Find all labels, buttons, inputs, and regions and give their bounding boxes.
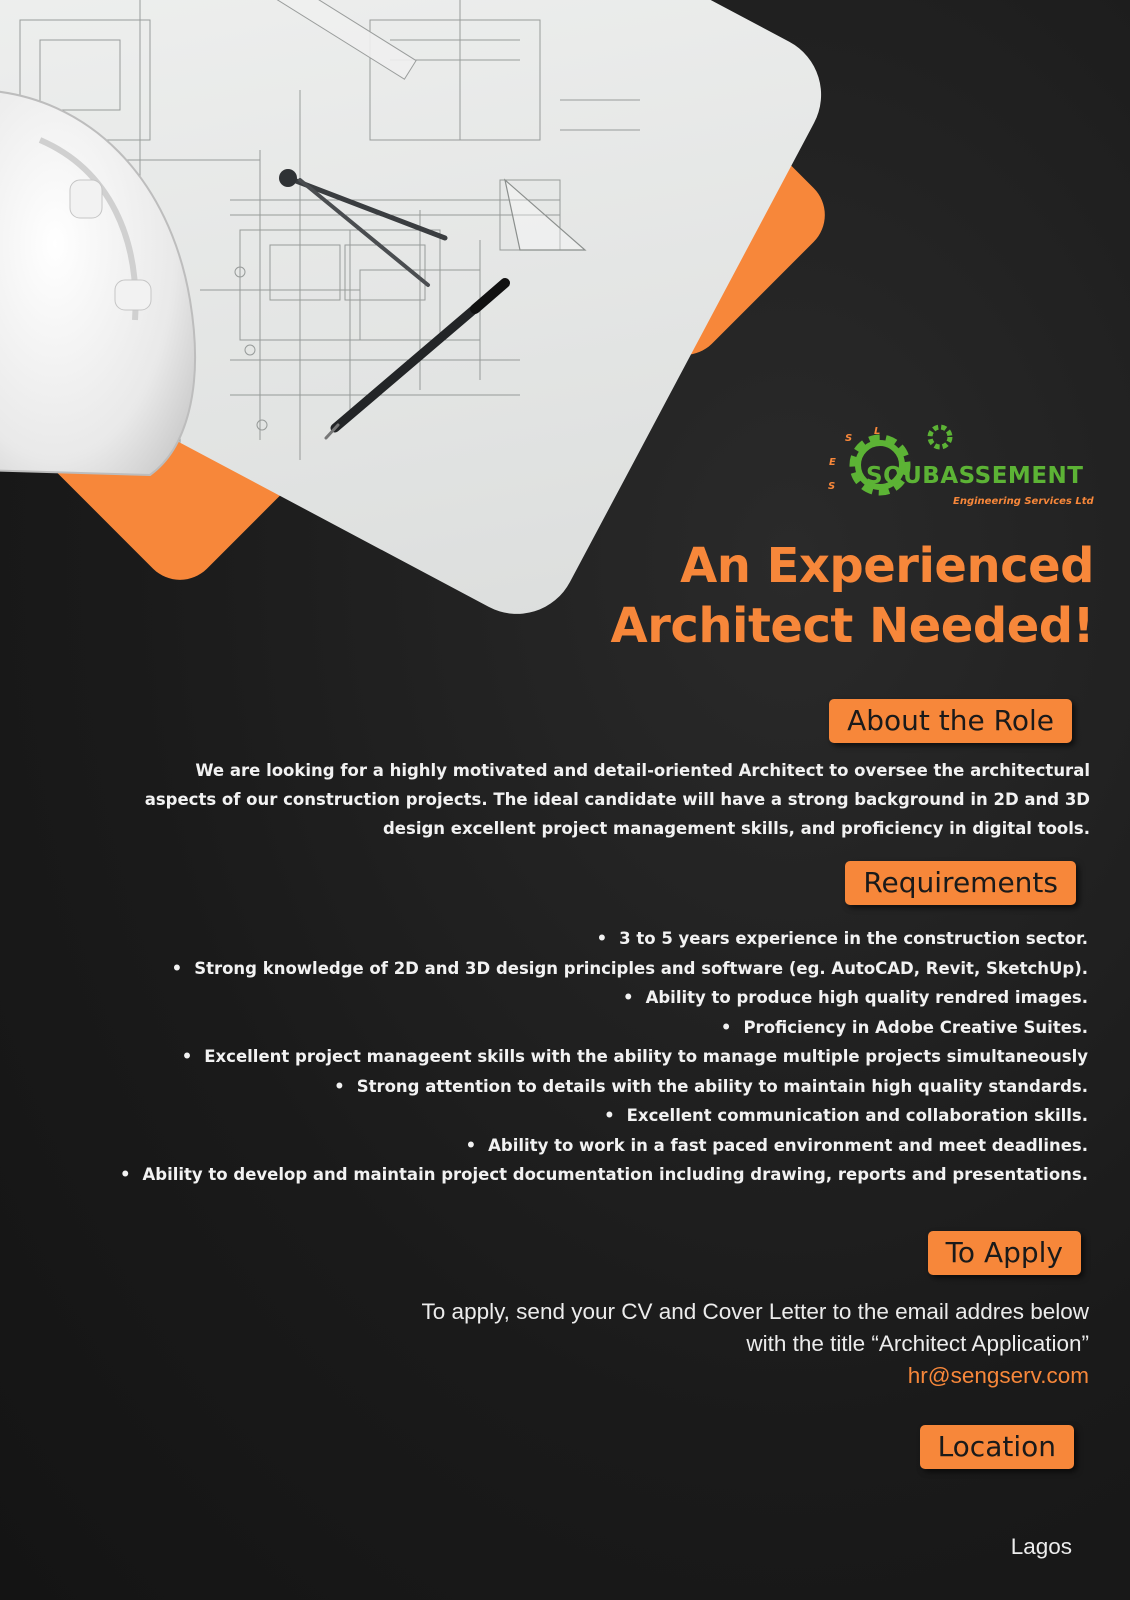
title-line-1: An Experienced [680,538,1094,594]
bullet-icon: • [465,1135,477,1155]
logo-subtitle: Engineering Services Ltd [953,496,1094,507]
bullet-icon: • [596,929,608,948]
list-item: • Proficiency in Adobe Creative Suites. [120,1013,1088,1043]
list-item: • Ability to work in a fast paced environment and meet deadlines. [120,1131,1088,1161]
about-line: aspects of our construction projects. The ideal candidate will have a strong background in 2D and 3D [144,790,1090,809]
bullet-icon: • [119,1165,131,1184]
logo-name: SOUBASSEMENT [866,463,1084,489]
list-item: • Ability to produce high quality rendred images. [120,983,1088,1013]
logo-letter: E [829,457,836,468]
about-heading: About the Role [829,699,1072,743]
apply-line: with the title “Architect Application” [746,1331,1089,1356]
bullet-icon: • [720,1017,732,1037]
apply-instructions [422,1296,1089,1392]
apply-line: To apply, send your CV and Cover Letter to the email addres below [421,1299,1089,1324]
bullet-icon: • [623,988,634,1007]
about-paragraph [145,756,1090,843]
bullet-icon: • [604,1106,615,1125]
bullet-icon: • [171,958,183,978]
list-item: • 3 to 5 years experience in the construction sector. [120,924,1088,954]
title-line-2: Architect Needed! [610,598,1094,654]
logo-letter: L [874,426,881,437]
list-item: • Ability to develop and maintain project documentation including drawing, reports and presentations. [120,1160,1088,1190]
logo-letter: S [828,481,836,492]
about-line: design excellent project management skills, and proficiency in digital tools. [383,819,1090,838]
location-heading: Location [920,1425,1074,1469]
list-item: • Excellent communication and collaboration skills. [120,1101,1088,1131]
email-link[interactable]: hr@sengserv.com [907,1363,1089,1388]
list-item: • Strong attention to details with the ability to maintain high quality standards. [120,1072,1088,1102]
requirements-list [120,924,1088,1190]
requirements-heading: Requirements [845,861,1076,905]
gear-icon-small [930,427,950,447]
list-item: • Strong knowledge of 2D and 3D design principles and software (eg. AutoCAD, Revit, SketchUp). [120,954,1088,984]
logo-letter: S [845,433,853,444]
bullet-icon: • [181,1047,193,1066]
bullet-icon: • [334,1076,345,1096]
location-value: Lagos [1010,1534,1072,1559]
page-title [611,536,1094,656]
about-line: We are looking for a highly motivated and detail-oriented Architect to oversee the architectural [195,761,1090,780]
list-item: • Excellent project manageent skills with the ability to manage multiple projects simultaneously [120,1042,1088,1072]
apply-heading: To Apply [928,1231,1081,1275]
